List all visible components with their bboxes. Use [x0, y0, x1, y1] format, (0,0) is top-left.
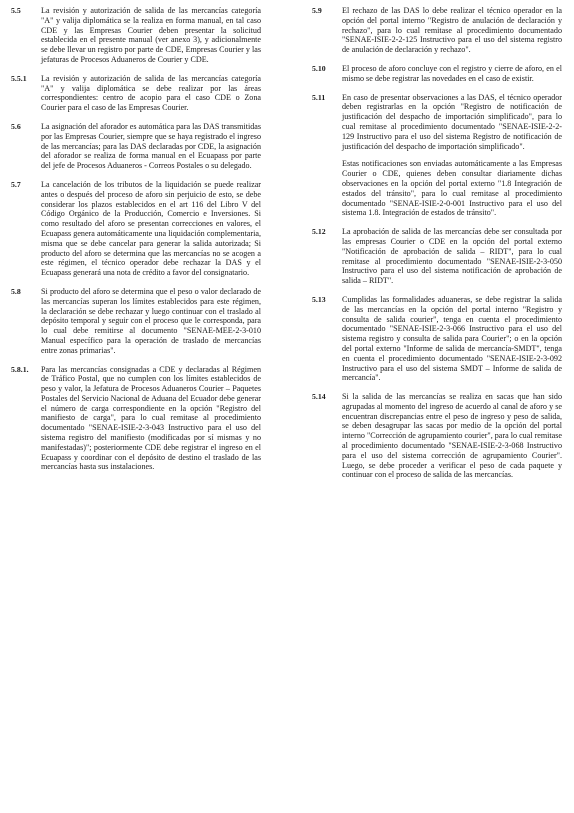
clause-number: 5.10	[312, 63, 326, 73]
clause-body	[342, 392, 562, 480]
clause-paragraph: La asignación del aforador es automática para las DAS transmitidas por las Empresas Courier, siempre que se haya registrado el ingreso de las mercancías; para las DAS declaradas por CDE, la asignación del aforador se realiza de forma manual en el Ecuapass por parte del jefe de Procesos Aduaneros - Correos Postales o su delegado.	[41, 121, 261, 171]
clause-body	[342, 6, 562, 55]
clause-number: 5.13	[312, 294, 326, 304]
clause-body	[41, 180, 261, 278]
right-column	[312, 6, 562, 489]
clause-number: 5.8	[11, 286, 21, 296]
clause-body	[41, 287, 261, 356]
clause-item	[11, 74, 261, 113]
clause-number: 5.6	[11, 121, 21, 131]
clause-number: 5.14	[312, 392, 326, 402]
clause-item	[312, 6, 562, 55]
clause-number: 5.11	[312, 92, 326, 102]
clause-number: 5.5.1	[11, 73, 27, 83]
clause-body	[41, 74, 261, 113]
clause-item	[312, 295, 562, 383]
clause-item	[11, 122, 261, 171]
clause-number: 5.12	[312, 227, 326, 237]
clause-paragraph: Si la salida de las mercancías se realiza en sacas que han sido agrupadas al momento del ingreso de acuerdo al canal de aforo y se encuentran discrepancias entre el peso de ingreso y peso de salida, se deben desagrupar las sacas por medio de la opción del portal interno "Corrección de agrupamiento courier", para lo cual remitase al procedimiento documentado "SENAE-ISIE-2-3-068 Instructivo para el uso del sistema corrección de agrupamiento Courier". Luego, se debe proceder a verificar el peso de cada paquete y continuar con el proceso de salida de las mercancías.	[342, 392, 562, 480]
clause-paragraph: La revisión y autorización de salida de las mercancías categoría "A" y valija diplomática se la realiza en forma manual, en tal caso CDE y las Empresas Courier deben presentar la solicitud establecida en el presente manual (ver anexo 3), y adicionalmente se debe llevar un registro por parte de CDE, Empresas Courier y las jefaturas de Procesos Aduaneros de Courier y CDE.	[41, 6, 261, 64]
clause-body	[342, 64, 562, 84]
clause-item	[312, 64, 562, 84]
clause-body	[41, 6, 261, 65]
clause-paragraph: La aprobación de salida de las mercancías debe ser consultada por las empresas Courier o CDE en la opción del portal externo "Notificación de aprobación de salida – RIDT", para lo cual remitase al procedimiento documentado "SENAE-ISIE-2-3-050 Instructivo para el uso del sistema notificación de aprobación de salida – RIDT".	[342, 227, 562, 286]
clause-body	[41, 365, 261, 473]
left-column	[11, 6, 261, 481]
clause-body	[342, 295, 562, 383]
clause-paragraph: El rechazo de las DAS lo debe realizar el técnico operador en la opción del portal interno "Registro de anulación de declaración y rechazo", para lo cual remitase al procedimiento documentado "SENAE-ISIE-2-2-125 Instructivo para el uso del sistema registro de anulación de declaración y rechazo".	[342, 6, 562, 55]
clause-item	[11, 6, 261, 65]
clause-number: 5.5	[11, 6, 21, 15]
clause-item	[312, 227, 562, 286]
clause-paragraph: La revisión y autorización de salida de las mercancías categoría "A" y valija diplomática se debe realizar por las áreas correspondientes: centro de acopio para el caso CDE o Zona Courier para el caso de las Empresas Courier.	[41, 73, 261, 113]
clause-body	[342, 93, 562, 219]
clause-number: 5.9	[312, 6, 322, 15]
clause-paragraph: Estas notificaciones son enviadas automáticamente a las Empresas Courier o CDE, quienes deben consultar diariamente dichas observaciones en la opción del portal externo "1.8 Integración de estados del tránsito", para lo cual remitase al procedimiento documentado "SENAE-ISIE-2-0-001 Instructivo para el uso del sistema 1.8. Integración de estados de tránsito".	[342, 159, 562, 218]
clause-item	[312, 392, 562, 480]
clause-paragraph: Cumplidas las formalidades aduaneras, se debe registrar la salida de las mercancías en la opción del portal interno "Registro y consulta de salida courier", tenga en cuenta el procedimiento documentado "SENAE-ISIE-2-3-066 Instructivo para el uso del sistema registro y consulta de salida para Courier"; o en la opción del portal externo "Informe de salida de mercancía-SMDT", tenga en cuenta el procedimiento documentado "SENAE-ISIE-2-3-092 Instructivo para el uso del sistema SMDT – Informe de salida de mercancía".	[342, 294, 562, 383]
clause-body	[41, 122, 261, 171]
clause-item	[11, 180, 261, 278]
clause-item	[312, 93, 562, 219]
clause-number: 5.7	[11, 179, 21, 189]
clause-paragraph: El proceso de aforo concluye con el registro y cierre de aforo, en el mismo se debe registrar las novedades en el caso de existir.	[342, 63, 562, 83]
clause-paragraph: Si producto del aforo se determina que el peso o valor declarado de las mercancías superan los límites establecidos para este régimen, la declaración se debe rechazar y luego continuar con el traslado al depósito temporal y seguir con el proceso que le corresponda, para lo cual debe remitirse al documento "SENAE-MEE-2-3-010 Manual específico para la operación de traslado de mercancías entre zonas primarias".	[41, 286, 261, 355]
clause-number: 5.8.1.	[11, 364, 29, 374]
clause-paragraph: Para las mercancías consignadas a CDE y declaradas al Régimen de Tráfico Postal, que no cumplen con los límites establecidos de peso y valor, la Jefatura de Procesos Aduaneros Courier – Paquetes Postales del Servicio Nacional de Aduana del Ecuador debe generar el número de carga correspondiente en la opción "Registro del manifiesto de carga", para lo cual remitase al procedimiento documentado "SENAE-ISIE-2-3-043 Instructivo para el uso del sistema registro del manifiesto (modificadas por sí mismas y no manifestadas)"; posteriormente CDE debe registrar el ingreso en el Ecuapass y coordinar con el depósito de destino el traslado de las mercancías hasta sus instalaciones.	[41, 364, 261, 472]
clause-item	[11, 287, 261, 356]
clause-paragraph: En caso de presentar observaciones a las DAS, el técnico operador deben registrarlas en la opción "Registro de notificación de justificación del despacho de importación simplificado", para lo cual remitase al procedimiento documentado "SENAE-ISIE-2-2-129 Instructivo para el uso del sistema Registro de notificación de justificación del despacho de importación simplificado".	[342, 92, 562, 151]
clause-body	[342, 227, 562, 286]
clause-paragraph: La cancelación de los tributos de la liquidación se puede realizar antes o después del proceso de aforo sin perjuicio de esto, se debe considerar los plazos establecidos en el art 116 del Libro V del Código Orgánico de la Producción, Comercio e Inversiones. Si como resultado del aforo se presentan correcciones en valores, el Ecuapass genera automáticamente una liquidación complementaria, misma que se debe cancelar para generar la salida autorizada; Si producto del aforo se determina que las mercancías no se acogen a este régimen, el técnico operador debe rechazar la DAS y el Ecuapass generará una nota de crédito a favor del consignatario.	[41, 179, 261, 278]
clause-item	[11, 365, 261, 473]
